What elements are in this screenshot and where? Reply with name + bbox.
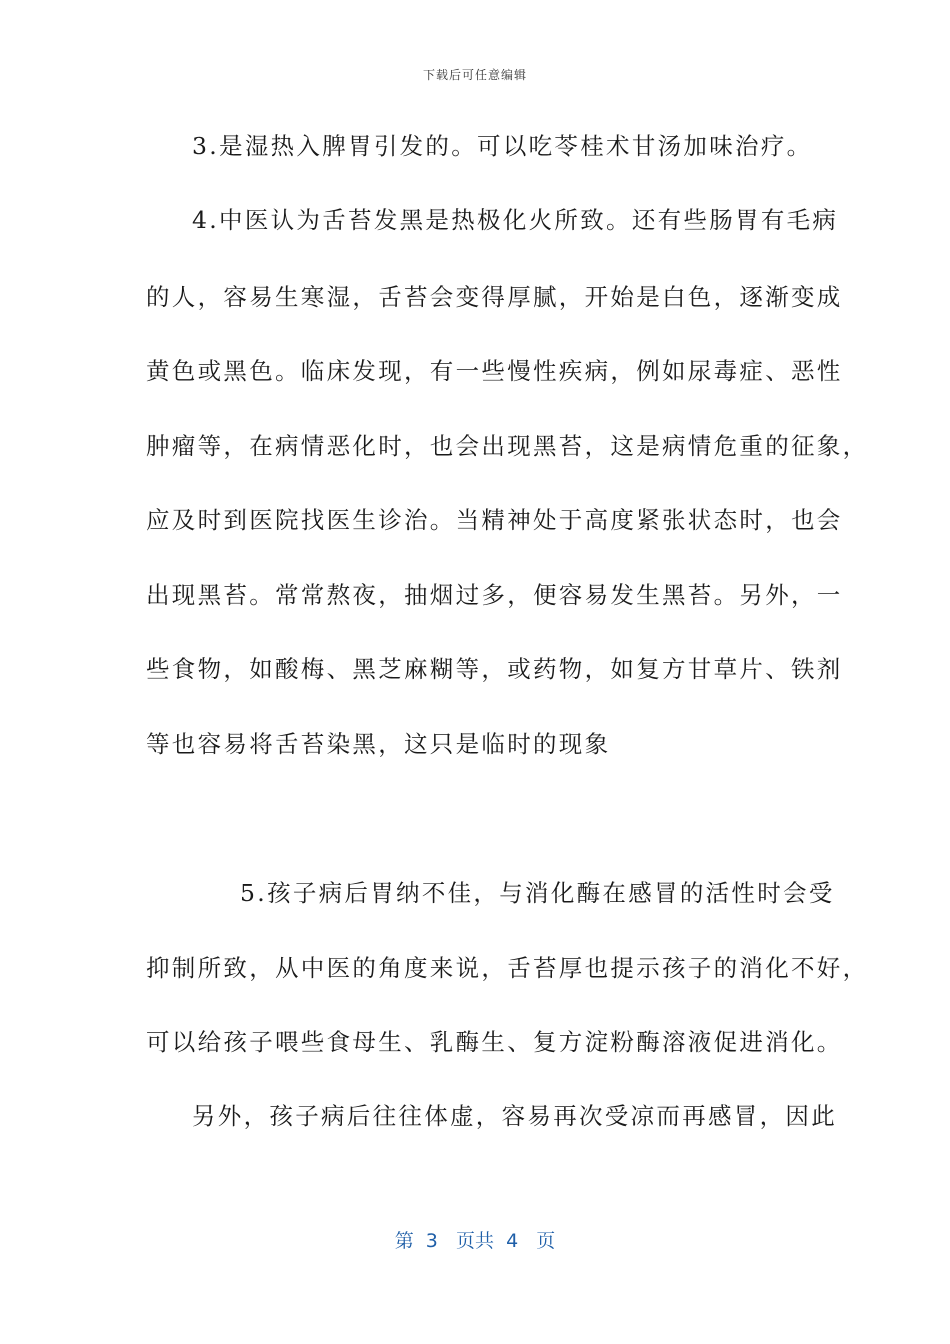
paragraph-4-line-8: 等也容易将舌苔染黑，这只是临时的现象 — [146, 730, 611, 758]
paragraph-4-line-5: 应及时到医院找医生诊治。当精神处于高度紧张状态时，也会 — [146, 506, 843, 534]
paragraph-6-line-1: 另外，孩子病后往往体虚，容易再次受凉而再感冒，因此 — [192, 1102, 837, 1130]
paragraph-5-line-2: 抑制所致，从中医的角度来说，舌苔厚也提示孩子的消化不好， — [146, 954, 869, 982]
paragraph-4-line-2: 的人，容易生寒湿，舌苔会变得厚腻，开始是白色，逐渐变成 — [146, 283, 843, 311]
page-header: 下载后可任意编辑 — [422, 68, 527, 82]
paragraph-4-line-3: 黄色或黑色。临床发现，有一些慢性疾病，例如尿毒症、恶性 — [146, 357, 843, 385]
paragraph-3-line-1: 3.是湿热入脾胃引发的。可以吃苓桂术甘汤加味治疗。 — [192, 132, 813, 160]
paragraph-5-line-3: 可以给孩子喂些食母生、乳酶生、复方淀粉酶溶液促进消化。 — [146, 1028, 843, 1056]
paragraph-5-line-1: 5.孩子病后胃纳不佳，与消化酶在感冒的活性时会受 — [240, 879, 835, 907]
paragraph-4-line-1: 4.中医认为舌苔发黑是热极化火所致。还有些肠胃有毛病 — [192, 206, 839, 234]
paragraph-4-line-7: 些食物，如酸梅、黑芝麻糊等，或药物，如复方甘草片、铁剂 — [146, 655, 843, 683]
paragraph-4-line-6: 出现黑苔。常常熬夜，抽烟过多，便容易发生黑苔。另外，一 — [146, 581, 843, 609]
page-number-footer: 第 3 页共 4 页 — [394, 1230, 556, 1252]
paragraph-4-line-4: 肿瘤等，在病情恶化时，也会出现黑苔，这是病情危重的征象， — [146, 432, 869, 460]
